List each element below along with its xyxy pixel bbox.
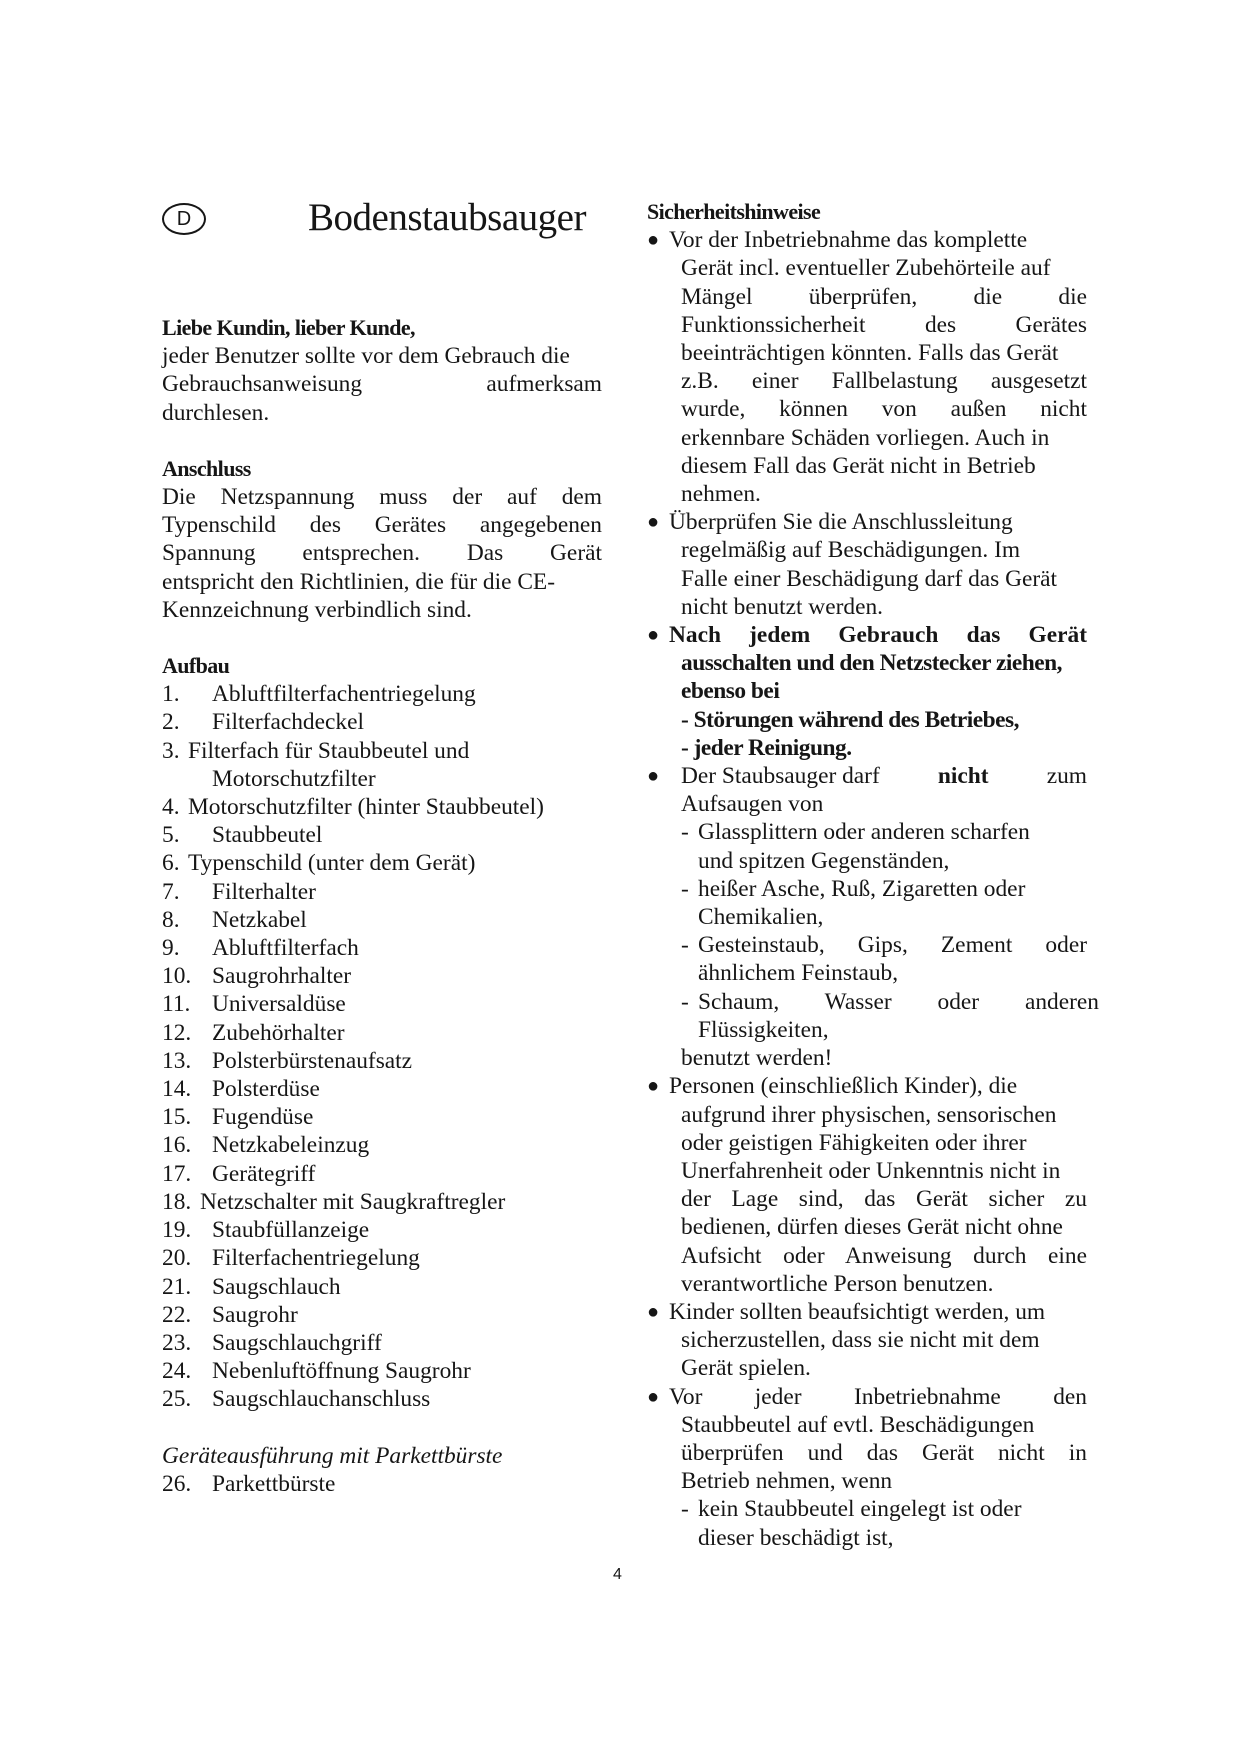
- bullet-line: nehmen.: [681, 481, 761, 508]
- bullet-line: diesem Fall das Gerät nicht in Betrieb: [681, 452, 1036, 479]
- bullet-text-part: zum: [1046, 763, 1087, 790]
- list-num: 20.: [162, 1245, 192, 1272]
- list-num: 11.: [162, 991, 191, 1018]
- list-label: Staubfüllanzeige: [212, 1217, 370, 1244]
- list-num: 25.: [162, 1386, 192, 1413]
- bullet-line: ebenso bei: [681, 678, 780, 705]
- greeting-line: jeder Benutzer sollte vor dem Gebrauch die: [162, 343, 570, 370]
- dash-item: [647, 1495, 1087, 1523]
- safety-bullet: [647, 762, 1087, 790]
- bullet-line: Falle einer Beschädigung darf das Gerät: [681, 565, 1058, 592]
- bullet-line: Aufsicht oder Anweisung durch eine: [681, 1242, 1087, 1269]
- list-num: 24.: [162, 1358, 192, 1385]
- list-num: 13.: [162, 1047, 192, 1074]
- bullet-first-line: Überprüfen Sie die Anschlussleitung: [669, 509, 1013, 536]
- bullet-line: Mängel überprüfen, die die: [681, 283, 1087, 310]
- bullet-text-emphasis: nicht: [937, 763, 989, 790]
- list-item: [162, 990, 602, 1018]
- safety-bullet: [647, 1383, 1087, 1411]
- bullet-first-line: Kinder sollten beaufsichtigt werden, um: [669, 1298, 1046, 1325]
- bullet-first-line: Vor jeder Inbetriebnahme den: [669, 1383, 1087, 1410]
- bullet-icon: ●: [647, 229, 660, 252]
- page-number: 4: [613, 1566, 622, 1583]
- list-item: [162, 1188, 602, 1216]
- language-badge: D: [162, 203, 206, 235]
- list-item: [162, 1075, 602, 1103]
- dash-line: und spitzen Gegenständen,: [698, 847, 950, 874]
- list-num: 4.: [162, 794, 180, 821]
- safety-bullet: [647, 226, 1087, 254]
- list-label: Filterfachentriegelung: [212, 1245, 420, 1272]
- dash-glyph: -: [681, 1496, 689, 1523]
- list-label: Gerätegriff: [212, 1160, 316, 1187]
- bullet-first-line: [669, 762, 1087, 790]
- bullet-icon: ●: [647, 1075, 660, 1098]
- dash-line: kein Staubbeutel eingelegt ist oder: [698, 1496, 1022, 1523]
- list-item: [162, 1244, 602, 1272]
- list-label: Motorschutzfilter (hinter Staubbeutel): [188, 794, 544, 821]
- list-num: [162, 765, 212, 793]
- dash-line: Flüssigkeiten,: [698, 1016, 829, 1043]
- bullet-line: Unerfahrenheit oder Unkenntnis nicht in: [681, 1157, 1061, 1184]
- list-label: Polsterbürstenaufsatz: [212, 1047, 413, 1074]
- list-label: Saugrohrhalter: [212, 963, 351, 990]
- bullet-line: bedienen, dürfen dieses Gerät nicht ohne: [681, 1214, 1063, 1241]
- connection-line: Kennzeichnung verbindlich sind.: [162, 596, 472, 623]
- dash-line: Glassplittern oder anderen scharfen: [698, 819, 1030, 846]
- bullet-line: Betrieb nehmen, wenn: [681, 1468, 893, 1495]
- bullet-line: Funktionssicherheit des Gerätes: [681, 311, 1087, 338]
- dash-glyph: -: [681, 819, 689, 846]
- list-item: [162, 1301, 602, 1329]
- bullet-icon: ●: [647, 511, 660, 534]
- list-num: 19.: [162, 1217, 192, 1244]
- list-label: Saugrohr: [212, 1301, 298, 1328]
- list-item: [162, 934, 602, 962]
- bullet-line: z.B. einer Fallbelastung ausgesetzt: [681, 368, 1087, 395]
- list-num: 22.: [162, 1301, 192, 1328]
- bullet-line: sicherzustellen, dass sie nicht mit dem: [681, 1327, 1040, 1354]
- list-label: Abluftfilterfachentriegelung: [212, 681, 476, 708]
- list-item: [162, 962, 602, 990]
- bullet-line: oder geistigen Fähigkeiten oder ihrer: [681, 1129, 1027, 1156]
- list-item: [162, 1103, 602, 1131]
- list-num: 1.: [162, 681, 180, 708]
- bullet-line: - Störungen während des Betriebes,: [681, 706, 1019, 733]
- list-num: 6.: [162, 850, 180, 877]
- list-item: [162, 906, 602, 934]
- connection-line: Spannung entsprechen. Das Gerät: [162, 540, 602, 567]
- list-num: 21.: [162, 1273, 192, 1300]
- list-item: [162, 849, 602, 877]
- list-label: Typenschild (unter dem Gerät): [188, 850, 476, 877]
- list-item: [162, 821, 602, 849]
- list-num: 7.: [162, 878, 180, 905]
- list-label: Filterhalter: [212, 878, 316, 905]
- bullet-icon: ●: [647, 624, 660, 647]
- connection-line: entspricht den Richtlinien, die für die CE-: [162, 568, 555, 595]
- list-label: Filterfach für Staubbeutel und: [188, 737, 470, 764]
- greeting-heading: Liebe Kundin, lieber Kunde,: [162, 315, 415, 340]
- connection-line: Die Netzspannung muss der auf dem: [162, 484, 602, 511]
- bullet-first-line: Nach jedem Gebrauch das Gerät: [669, 622, 1087, 649]
- list-label: Netzkabel: [212, 906, 307, 933]
- list-item: [162, 1357, 602, 1385]
- bullet-icon: ●: [647, 1300, 660, 1323]
- dash-glyph: -: [681, 932, 689, 959]
- list-item: [162, 1160, 602, 1188]
- bullet-line: nicht benutzt werden.: [681, 593, 883, 620]
- list-item: [162, 878, 602, 906]
- dash-item: [647, 931, 1087, 959]
- bullet-text-part: Der Staubsauger darf: [681, 763, 880, 790]
- bullet-icon: ●: [647, 765, 660, 788]
- variant-heading: Geräteausführung mit Parkettbürste: [162, 1442, 503, 1469]
- dash-line: Schaum, Wasser oder anderen: [698, 988, 1099, 1015]
- list-item: [162, 680, 602, 708]
- list-label: Netzschalter mit Saugkraftregler: [200, 1188, 506, 1215]
- bullet-line: - jeder Reinigung.: [681, 734, 852, 761]
- left-column: [162, 314, 602, 1498]
- list-item: [162, 793, 602, 821]
- list-label: Netzkabeleinzug: [212, 1132, 370, 1159]
- bullet-line: verantwortliche Person benutzen.: [681, 1270, 994, 1297]
- list-label: Abluftfilterfach: [212, 935, 359, 962]
- safety-bullet: [647, 621, 1087, 649]
- list-num: 12.: [162, 1019, 192, 1046]
- list-label: Nebenluftöffnung Saugrohr: [212, 1358, 471, 1385]
- bullet-line: benutzt werden!: [681, 1045, 833, 1072]
- bullet-line: erkennbare Schäden vorliegen. Auch in: [681, 424, 1050, 451]
- dash-line: Chemikalien,: [698, 904, 824, 931]
- bullet-line: überprüfen und das Gerät nicht in: [681, 1439, 1087, 1466]
- list-item: [162, 708, 602, 736]
- list-num: 9.: [162, 935, 180, 962]
- greeting-line: durchlesen.: [162, 399, 270, 426]
- list-num: 15.: [162, 1104, 192, 1131]
- parts-list: [162, 680, 602, 1413]
- dash-item: [647, 875, 1087, 903]
- list-item: [162, 1216, 602, 1244]
- bullet-line: Gerät spielen.: [681, 1355, 811, 1382]
- list-label: Staubbeutel: [212, 822, 323, 849]
- bullet-line: der Lage sind, das Gerät sicher zu: [681, 1186, 1087, 1213]
- page-title: Bodenstaubsauger: [308, 196, 586, 239]
- dash-line: dieser beschädigt ist,: [698, 1524, 894, 1551]
- list-item: [162, 1273, 602, 1301]
- bullet-icon: ●: [647, 1385, 660, 1408]
- list-num: 18.: [162, 1188, 192, 1215]
- list-num: 5.: [162, 822, 180, 849]
- right-column: [647, 198, 1099, 1552]
- bullet-line: Gerät incl. eventueller Zubehörteile auf: [681, 255, 1051, 282]
- parts-heading: Aufbau: [162, 653, 230, 679]
- list-num: 14.: [162, 1076, 192, 1103]
- safety-bullet: [647, 508, 1087, 536]
- list-item: [162, 1385, 602, 1413]
- dash-item: [647, 818, 1087, 846]
- list-num: 3.: [162, 737, 180, 764]
- list-item: [162, 737, 602, 765]
- bullet-line: Aufsaugen von: [681, 791, 824, 818]
- list-num: 10.: [162, 963, 192, 990]
- bullet-line: aufgrund ihrer physischen, sensorischen: [681, 1101, 1057, 1128]
- safety-heading: Sicherheitshinweise: [647, 199, 821, 224]
- dash-item: [647, 988, 1099, 1016]
- list-item: [162, 1470, 602, 1498]
- bullet-line: Staubbeutel auf evtl. Beschädigungen: [681, 1411, 1035, 1438]
- list-item: [162, 1329, 602, 1357]
- list-label: Fugendüse: [212, 1104, 314, 1131]
- connection-heading: Anschluss: [162, 455, 251, 481]
- list-num: 26.: [162, 1470, 192, 1497]
- list-num: 17.: [162, 1160, 192, 1187]
- dash-line: heißer Asche, Ruß, Zigaretten oder: [698, 875, 1026, 902]
- list-item: [162, 1019, 602, 1047]
- bullet-first-line: Personen (einschließlich Kinder), die: [669, 1073, 1018, 1100]
- bullet-line: beeinträchtigen könnten. Falls das Gerät: [681, 340, 1059, 367]
- list-label: Saugschlauch: [212, 1273, 341, 1300]
- dash-line: Gesteinstaub, Gips, Zement oder: [698, 932, 1087, 959]
- dash-glyph: -: [681, 988, 689, 1015]
- list-label: Motorschutzfilter: [212, 765, 376, 792]
- list-num: 16.: [162, 1132, 192, 1159]
- list-label: Universaldüse: [212, 991, 346, 1018]
- list-label: Filterfachdeckel: [212, 709, 364, 736]
- list-item: [162, 1131, 602, 1159]
- bullet-line: regelmäßig auf Beschädigungen. Im: [681, 537, 1021, 564]
- safety-bullet: [647, 1072, 1087, 1100]
- dash-line: ähnlichem Feinstaub,: [698, 960, 899, 987]
- bullet-line: ausschalten und den Netzstecker ziehen,: [681, 650, 1062, 677]
- list-num: 23.: [162, 1329, 192, 1356]
- list-label: Saugschlauchgriff: [212, 1329, 382, 1356]
- connection-line: Typenschild des Gerätes angegebenen: [162, 512, 602, 539]
- list-label: Saugschlauchanschluss: [212, 1386, 431, 1413]
- list-label: Polsterdüse: [212, 1076, 320, 1103]
- dash-glyph: -: [681, 875, 689, 902]
- bullet-first-line: Vor der Inbetriebnahme das komplette: [669, 227, 1028, 254]
- list-item: [162, 1047, 602, 1075]
- list-num: 8.: [162, 906, 180, 933]
- bullet-line: wurde, können von außen nicht: [681, 396, 1087, 423]
- safety-bullet: [647, 1298, 1087, 1326]
- greeting-line: Gebrauchsanweisung aufmerksam: [162, 371, 602, 398]
- list-label: Parkettbürste: [212, 1470, 336, 1497]
- list-label: Zubehörhalter: [212, 1019, 345, 1046]
- list-item: [162, 765, 602, 793]
- list-num: 2.: [162, 709, 180, 736]
